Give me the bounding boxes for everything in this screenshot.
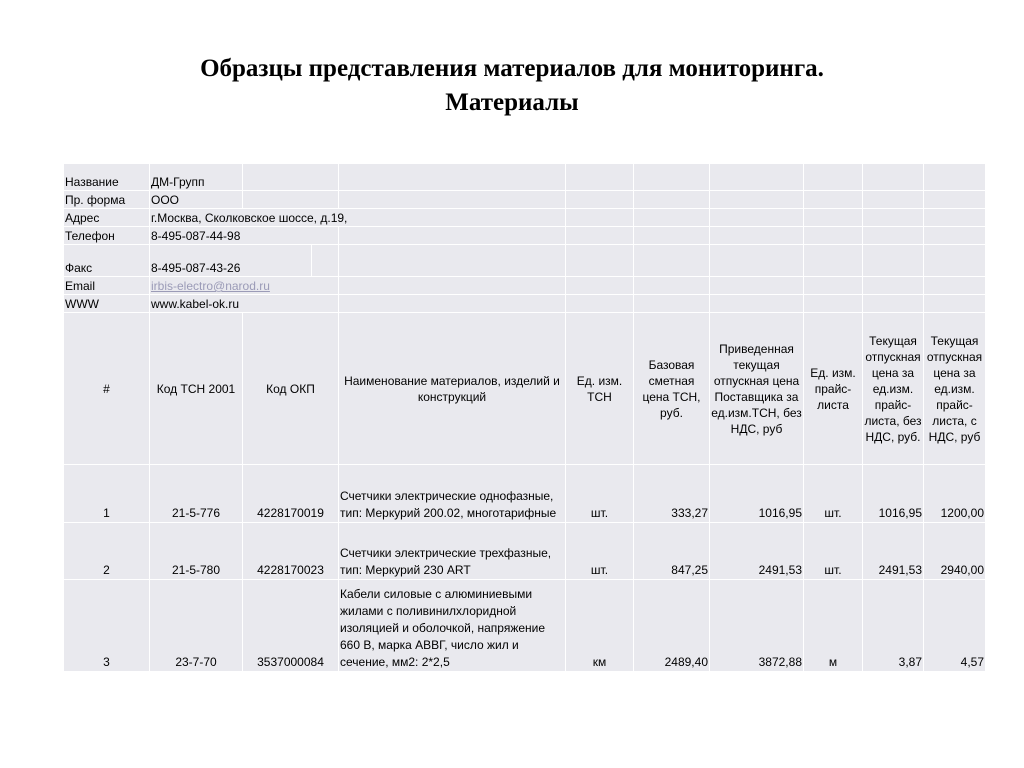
cell-code-tsn: 23-7-70 [150,580,243,672]
info-label: Пр. форма [64,191,150,209]
materials-table [63,163,986,672]
cell-unit-price-list: м [804,580,863,672]
column-header-code-okp: Код ОКП [243,313,339,465]
cell-base-price: 333,27 [634,465,710,523]
info-label: Факс [64,245,150,277]
info-label: Адрес [64,209,150,227]
info-label: Email [64,277,150,295]
page-title-line-2: Материалы [445,89,579,116]
cell-base-price: 2489,40 [634,580,710,672]
column-header-unit-price-list: Ед. изм. прайс-листа [804,313,863,465]
info-value: ДМ-Групп [150,164,243,191]
table-row [64,580,986,672]
cell-divider [311,245,312,276]
column-header-reduced-price: Приведенная текущая отпускная цена Поставщика за ед.изм.ТСН, без НДС, руб [710,313,804,465]
info-value: www.kabel-ok.ru [150,295,339,313]
info-value-cell [150,245,339,277]
cell-reduced-price: 2491,53 [710,523,804,580]
column-header-base-price: Базовая сметная цена ТСН, руб. [634,313,710,465]
cell-num: 3 [64,580,150,672]
info-value: 8-495-087-44-98 [150,227,339,245]
table-row [64,465,986,523]
cell-base-price: 847,25 [634,523,710,580]
info-value: ООО [150,191,243,209]
cell-name: Кабели силовые с алюминиевыми жилами с поливинилхлоридной изоляцией и оболочкой, напряжение 660 В, марка АВВГ, число жил и сечение, мм2: 2*2,5 [339,580,566,672]
column-header-code-tsn: Код ТСН 2001 [150,313,243,465]
column-header-num: # [64,313,150,465]
info-label: Название [64,164,150,191]
info-label: WWW [64,295,150,313]
cell-unit-tsn: шт. [566,523,634,580]
cell-name: Счетчики электрические однофазные, тип: Меркурий 200.02, многотарифные [339,465,566,523]
cell-code-tsn: 21-5-780 [150,523,243,580]
column-header-name: Наименование материалов, изделий и конструкций [339,313,566,465]
page-title-line-1: Образцы представления материалов для мониторинга. [200,55,824,82]
table-row [64,523,986,580]
cell-unit-tsn: км [566,580,634,672]
cell-code-okp: 3537000084 [243,580,339,672]
info-row-address [64,209,986,227]
info-label: Телефон [64,227,150,245]
info-row-form [64,191,986,209]
column-header-price-no-vat: Текущая отпускная цена за ед.изм. прайс-листа, без НДС, руб. [863,313,924,465]
cell-num: 2 [64,523,150,580]
page-title [0,52,1024,120]
column-header-unit-tsn: Ед. изм. ТСН [566,313,634,465]
cell-code-okp: 4228170019 [243,465,339,523]
cell-name: Счетчики электрические трехфазные, тип: Меркурий 230 ART [339,523,566,580]
cell-price-vat: 1200,00 [924,465,986,523]
cell-unit-price-list: шт. [804,523,863,580]
info-value: г.Москва, Сколковское шоссе, д.19, [150,209,566,227]
cell-price-no-vat: 1016,95 [863,465,924,523]
info-row-email [64,277,986,295]
cell-reduced-price: 1016,95 [710,465,804,523]
info-row-phone [64,227,986,245]
cell-price-no-vat: 3,87 [863,580,924,672]
cell-price-no-vat: 2491,53 [863,523,924,580]
cell-unit-price-list: шт. [804,465,863,523]
cell-code-tsn: 21-5-776 [150,465,243,523]
cell-code-okp: 4228170023 [243,523,339,580]
info-row-fax [64,245,986,277]
cell-reduced-price: 3872,88 [710,580,804,672]
info-row-name [64,164,986,191]
email-link[interactable]: irbis-electro@narod.ru [151,279,270,293]
info-value: 8-495-087-43-26 [151,261,241,275]
info-value-cell [150,277,339,295]
table-header-row [64,313,986,465]
cell-num: 1 [64,465,150,523]
cell-price-vat: 4,57 [924,580,986,672]
cell-price-vat: 2940,00 [924,523,986,580]
info-row-www [64,295,986,313]
cell-unit-tsn: шт. [566,465,634,523]
column-header-price-vat: Текущая отпускная цена за ед.изм. прайс-листа, с НДС, руб [924,313,986,465]
